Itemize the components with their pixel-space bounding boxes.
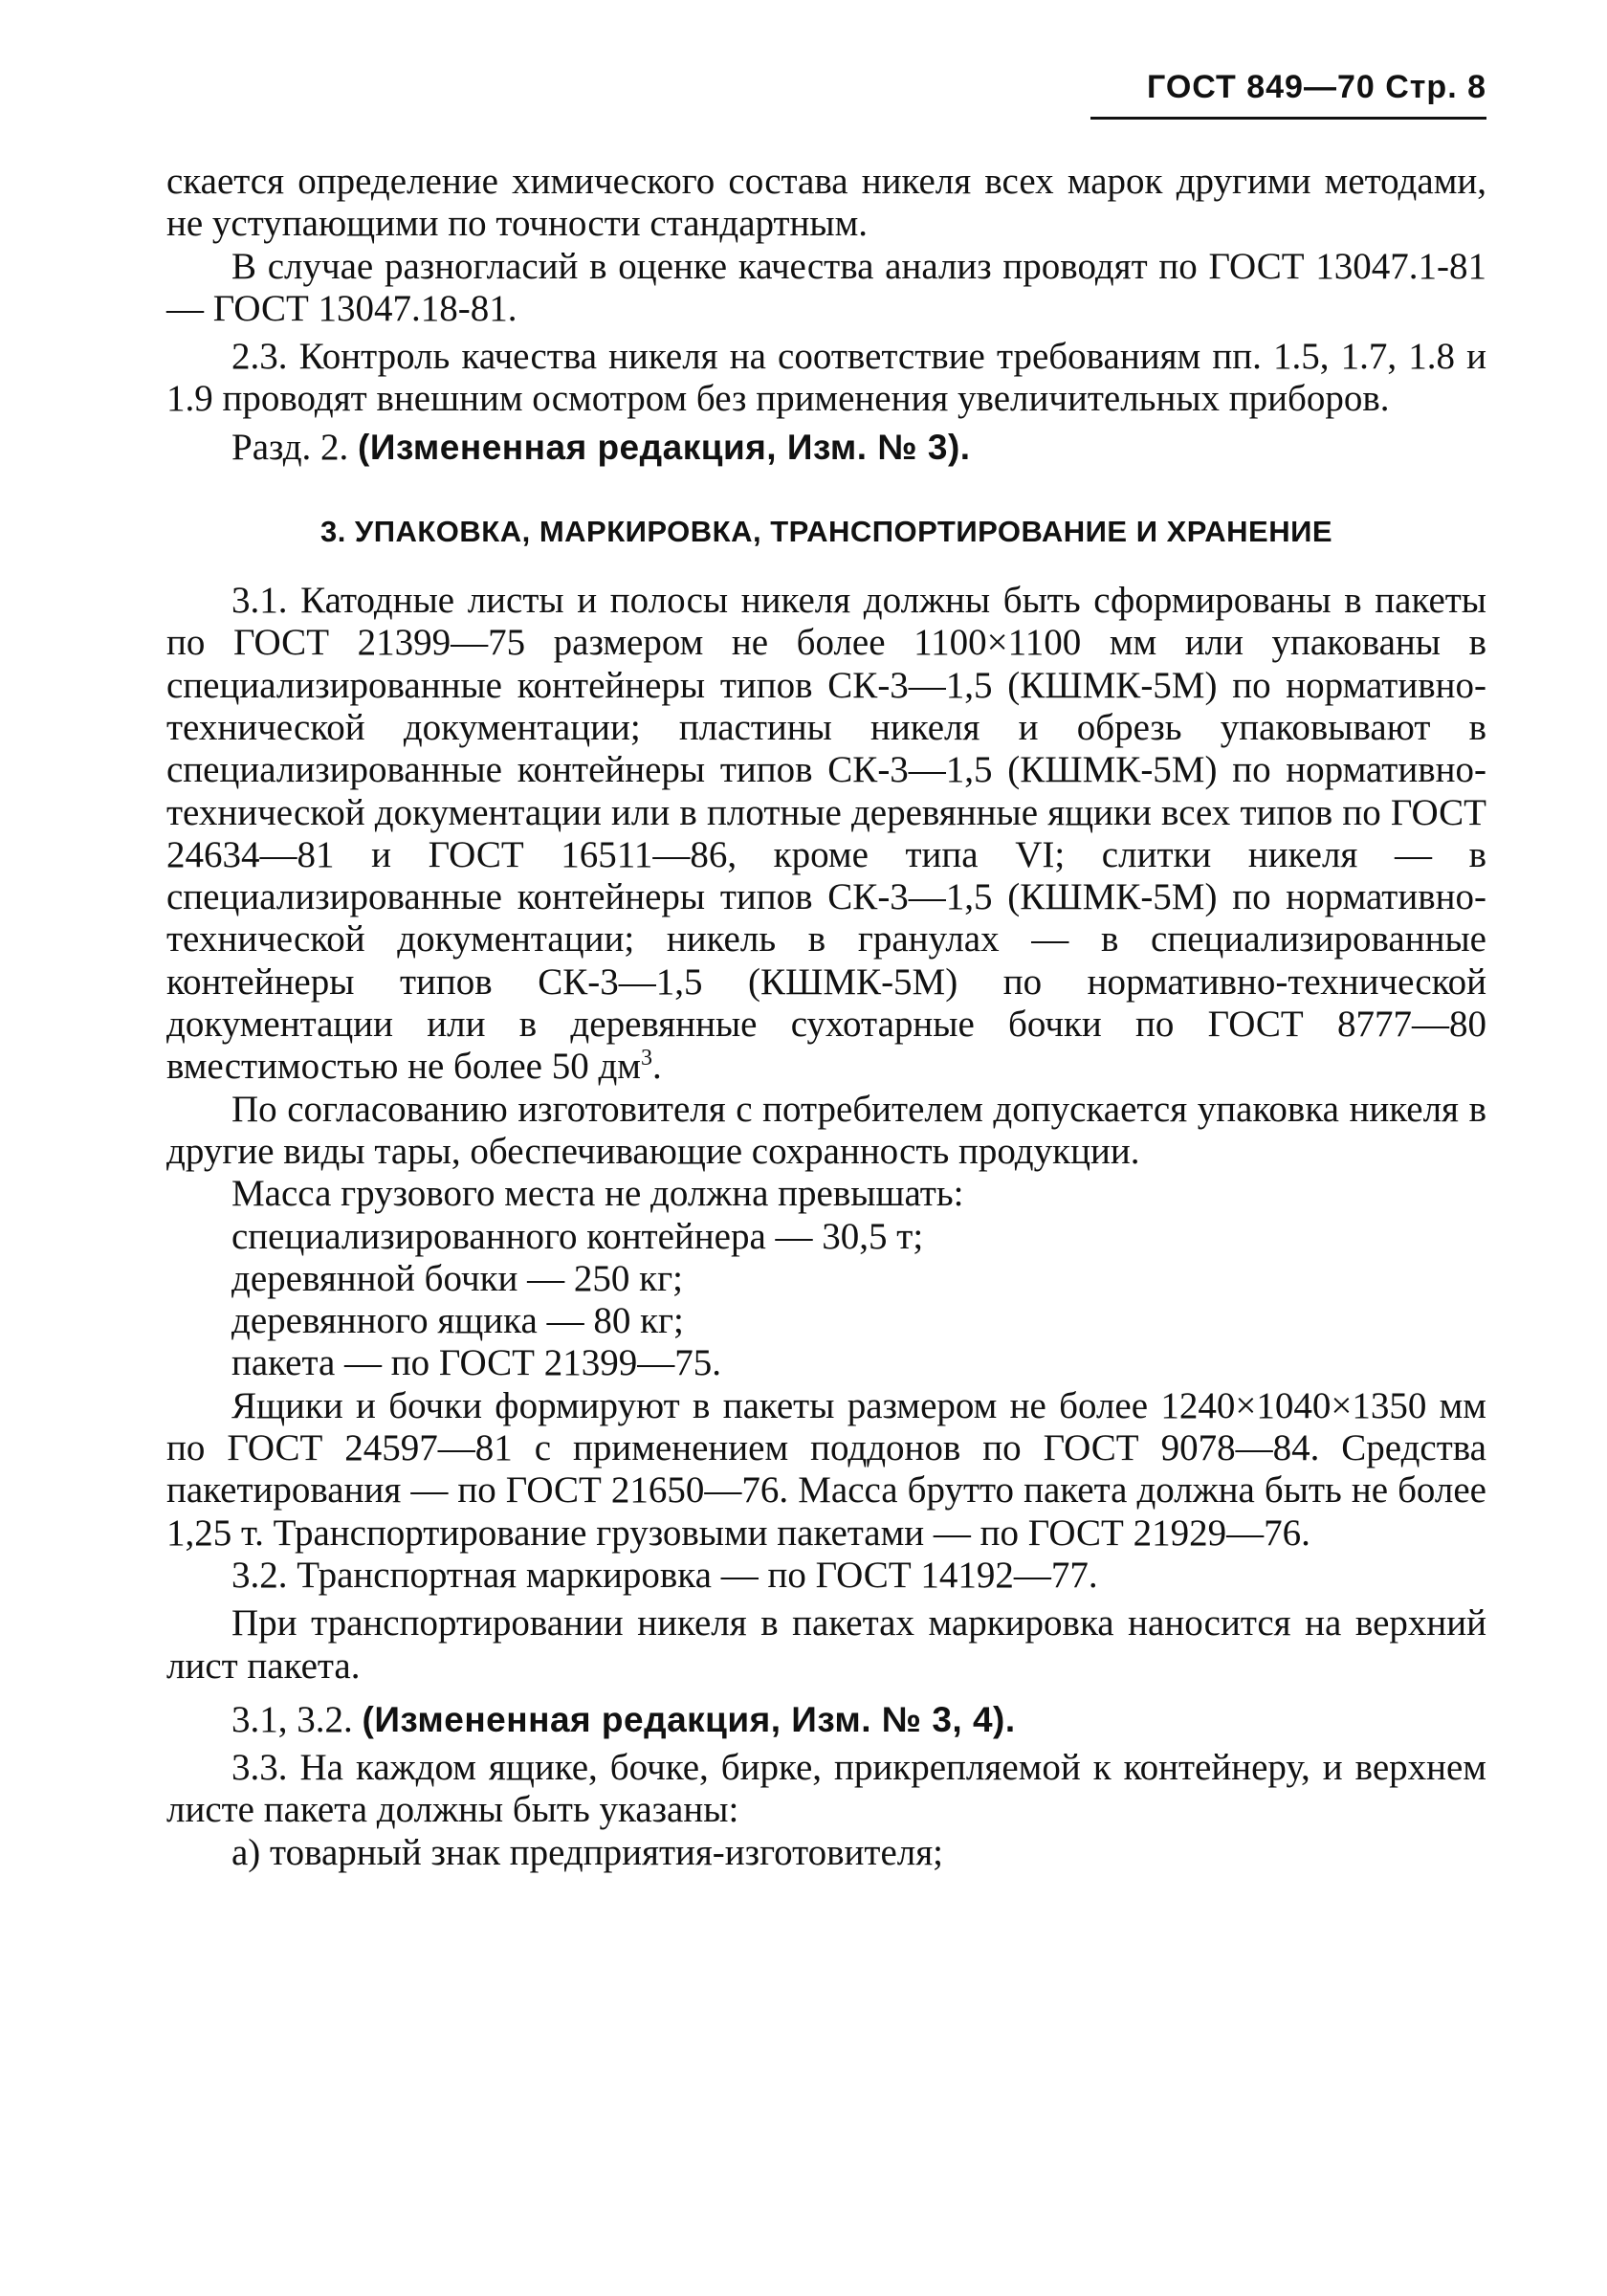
list-item-trademark: а) товарный знак предприятия-изготовителя; — [231, 1831, 943, 1873]
paragraph-3-1 — [166, 580, 1486, 1089]
paragraph-3-1-3-2-amendment — [166, 1699, 1486, 1741]
paragraph-continuation: скается определение химического состава никеля всех марок другими методами, не уступающими по точности стандартным. — [166, 161, 1486, 245]
paragraph-3-1-end: . — [651, 1046, 662, 1088]
paragraph-packaging: Ящики и бочки формируют в пакеты размером не более 1240×1040×1350 мм по ГОСТ 24597—81 с применением поддонов по ГОСТ 9078—84. Средства пакетирования — по ГОСТ 21650—76. Масса брутто пакета должна быть не более 1,25 т. Транспортирование грузовыми пакетами — по ГОСТ 21929—76. — [166, 1384, 1486, 1554]
paragraph-mass-intro: Масса грузового места не должна превышать: — [231, 1173, 964, 1215]
paragraph-2-3: 2.3. Контроль качества никеля на соответствие требованиям пп. 1.5, 1.7, 1.8 и 1.9 проводят внешним осмотром без применения увеличительных приборов. — [166, 336, 1486, 420]
amendment-note: (Измененная редакция, Изм. № 3). — [358, 427, 971, 467]
paragraph-3-2: 3.2. Транспортная маркировка — по ГОСТ 14192—77. — [231, 1554, 1098, 1596]
paragraph-agreement: По согласованию изготовителя с потребителем допускается упаковка никеля в другие виды тары, обеспечивающие сохранность продукции. — [166, 1088, 1486, 1172]
paragraph-section-2-amendment — [166, 427, 1486, 469]
paragraph-marking: При транспортировании никеля в пакетах маркировка наносится на верхний лист пакета. — [166, 1602, 1486, 1687]
paragraph-3-3: 3.3. На каждом ящике, бочке, бирке, прикрепляемой к контейнеру, и верхнем листе пакета должны быть указаны: — [166, 1747, 1486, 1831]
header-divider — [1090, 117, 1486, 120]
page-header: ГОСТ 849—70 Стр. 8 — [1147, 69, 1486, 105]
list-item-package: пакета — по ГОСТ 21399—75. — [231, 1342, 721, 1384]
list-item-box: деревянного ящика — 80 кг; — [231, 1300, 684, 1342]
section-3-heading: 3. УПАКОВКА, МАРКИРОВКА, ТРАНСПОРТИРОВАНИЕ И ХРАНЕНИЕ — [319, 515, 1333, 549]
amendment-prefix: Разд. 2. — [231, 426, 349, 468]
amendment-note: (Измененная редакция, Изм. № 3, 4). — [362, 1699, 1016, 1739]
paragraph-3-1-text: 3.1. Катодные листы и полосы никеля должны быть сформированы в пакеты по ГОСТ 21399—75 размером не более 1100×1100 мм или упакованы в специализированные контейнеры типов СК-3—1,5 (КШМК-5М) по нормативно-технической документации; пластины никеля и обрезь упаковывают в специализированные контейнеры типов СК-3—1,5 (КШМК-5М) по нормативно-технической документации или в плотные деревянные ящики всех типов по ГОСТ 24634—81 и ГОСТ 16511—86, кроме типа VI; слитки никеля — в специализированные контейнеры типов СК-3—1,5 (КШМК-5М) по нормативно-технической документации; никель в гранулах — в специализированные контейнеры типов СК-3—1,5 (КШМК-5М) по нормативно-технической документации или в деревянные сухотарные бочки по ГОСТ 8777—80 вместимостью не более 50 дм — [166, 580, 1486, 1088]
superscript-cubed: 3 — [640, 1046, 652, 1071]
paragraph-disagreements: В случае разногласий в оценке качества анализ проводят по ГОСТ 13047.1-81 — ГОСТ 13047.18-81. — [166, 245, 1486, 329]
list-item-container: специализированного контейнера — 30,5 т; — [231, 1215, 924, 1257]
amendment-prefix: 3.1, 3.2. — [231, 1698, 353, 1740]
document-body — [166, 161, 1486, 1874]
list-item-barrel: деревянной бочки — 250 кг; — [231, 1257, 683, 1299]
